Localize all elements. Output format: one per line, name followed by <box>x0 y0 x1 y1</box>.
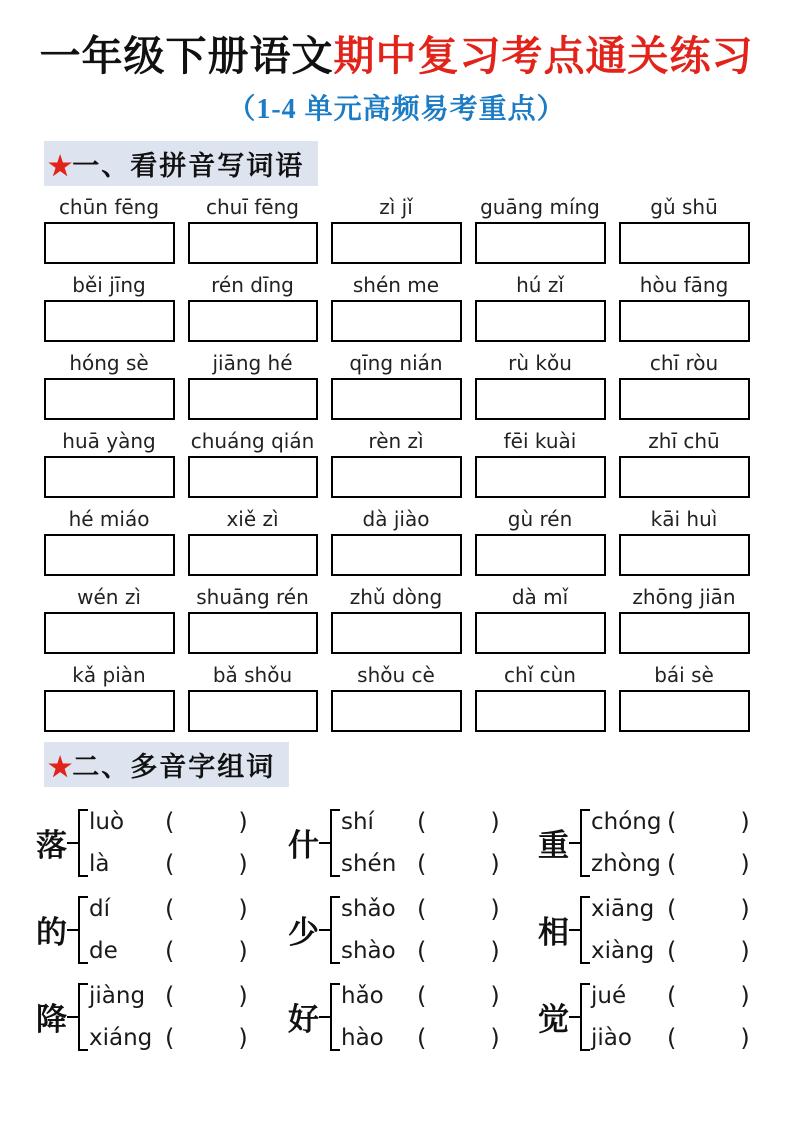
polyphone-char: 好 <box>288 1002 319 1038</box>
answer-box[interactable] <box>619 378 750 420</box>
answer-box[interactable] <box>44 456 175 498</box>
paren-close: ) <box>238 936 248 965</box>
pinyin-label: rèn zì <box>368 429 424 454</box>
answer-box[interactable] <box>475 612 606 654</box>
pinyin-label: zhī chū <box>648 429 720 454</box>
reading-pinyin: xiáng <box>89 1024 153 1051</box>
polyphone-char: 的 <box>36 915 67 951</box>
pinyin-cell <box>475 195 606 264</box>
paren-close: ) <box>740 807 750 836</box>
answer-box[interactable] <box>331 456 462 498</box>
pinyin-cell <box>475 273 606 342</box>
paren-open: ( <box>667 894 677 923</box>
pinyin-cell <box>188 273 318 342</box>
paren-open: ( <box>165 981 175 1010</box>
paren-open: ( <box>165 849 175 878</box>
answer-box[interactable] <box>188 378 318 420</box>
pinyin-label: dà mǐ <box>511 585 569 610</box>
connector-line <box>569 842 580 844</box>
paren-close: ) <box>740 936 750 965</box>
bracket-icon <box>580 983 588 1051</box>
pinyin-label: huā yàng <box>62 429 156 454</box>
polyphone-char: 相 <box>538 915 569 951</box>
bracket-icon <box>78 809 86 877</box>
reading-pinyin: luò <box>89 808 125 835</box>
answer-blank[interactable] <box>426 937 490 965</box>
answer-blank[interactable] <box>426 850 490 878</box>
paren-open: ( <box>667 981 677 1010</box>
connector-line <box>67 1016 78 1018</box>
answer-blank[interactable] <box>174 1024 238 1052</box>
answer-blank[interactable] <box>174 895 238 923</box>
pinyin-label: qīng nián <box>349 351 443 376</box>
answer-box[interactable] <box>331 534 462 576</box>
reading-pinyin: là <box>89 850 110 877</box>
page-subtitle: （1-4 单元高频易考重点） <box>227 94 566 126</box>
pinyin-label: hòu fāng <box>639 273 729 298</box>
pinyin-cell <box>188 585 318 654</box>
reading-pinyin: dí <box>89 895 110 922</box>
pinyin-cell <box>331 663 462 732</box>
answer-blank[interactable] <box>426 982 490 1010</box>
polyphone-item-jiang <box>36 973 288 1060</box>
polyphone-char: 落 <box>36 828 67 864</box>
answer-box[interactable] <box>188 222 318 264</box>
grid-row-3 <box>44 351 750 420</box>
answer-box[interactable] <box>475 456 606 498</box>
pinyin-cell <box>475 507 606 576</box>
paren-close: ) <box>490 981 500 1010</box>
paren-open: ( <box>417 981 427 1010</box>
pinyin-cell <box>44 429 175 498</box>
star-icon: ★ <box>48 752 73 783</box>
page-title <box>0 30 793 83</box>
answer-box[interactable] <box>331 300 462 342</box>
reading-pinyin: hào <box>341 1024 384 1051</box>
pinyin-label: rén dīng <box>211 273 294 298</box>
connector-line <box>569 1016 580 1018</box>
pinyin-label: hú zǐ <box>516 273 564 298</box>
title-red: 期中复习考点通关练习 <box>333 33 754 79</box>
bracket-icon <box>330 896 338 964</box>
grid-row-7 <box>44 663 750 732</box>
answer-box[interactable] <box>188 456 318 498</box>
paren-open: ( <box>165 936 175 965</box>
pinyin-cell <box>475 585 606 654</box>
pinyin-cell <box>619 663 750 732</box>
paren-close: ) <box>740 894 750 923</box>
section-one-header <box>44 141 318 186</box>
pinyin-cell <box>188 663 318 732</box>
paren-close: ) <box>490 1023 500 1052</box>
answer-box[interactable] <box>188 612 318 654</box>
pinyin-cell <box>619 585 750 654</box>
pinyin-label: wén zì <box>77 585 141 610</box>
paren-open: ( <box>165 1023 175 1052</box>
answer-blank[interactable] <box>426 1024 490 1052</box>
connector-line <box>319 1016 330 1018</box>
title-black: 一年级下册语文 <box>39 33 334 79</box>
pinyin-cell <box>619 273 750 342</box>
grid-row-5 <box>44 507 750 576</box>
paren-close: ) <box>740 1023 750 1052</box>
paren-close: ) <box>740 849 750 878</box>
paren-close: ) <box>490 936 500 965</box>
answer-blank[interactable] <box>676 1024 740 1052</box>
pinyin-label: kǎ piàn <box>72 663 146 688</box>
paren-close: ) <box>238 849 248 878</box>
paren-open: ( <box>667 936 677 965</box>
pinyin-label: gù rén <box>507 507 573 532</box>
bracket-icon <box>330 809 338 877</box>
pinyin-label: shuāng rén <box>196 585 309 610</box>
pinyin-label: bǎ shǒu <box>212 663 293 688</box>
bracket-icon <box>580 896 588 964</box>
answer-box[interactable] <box>619 456 750 498</box>
pinyin-cell <box>331 507 462 576</box>
pinyin-cell <box>475 663 606 732</box>
paren-close: ) <box>740 981 750 1010</box>
pinyin-label: jiāng hé <box>212 351 293 376</box>
connector-line <box>569 929 580 931</box>
polyphone-char: 觉 <box>538 1002 569 1038</box>
section-two-label: 二、多音字组词 <box>72 752 276 783</box>
answer-box[interactable] <box>619 690 750 732</box>
pinyin-cell <box>619 507 750 576</box>
answer-box[interactable] <box>44 222 175 264</box>
polyphone-item-hao <box>288 973 538 1060</box>
paren-close: ) <box>238 807 248 836</box>
pinyin-label: chūn fēng <box>58 195 160 220</box>
pinyin-label: guāng míng <box>480 195 600 220</box>
pinyin-label: chuī fēng <box>206 195 299 220</box>
reading-pinyin: jiàng <box>89 982 146 1009</box>
answer-box[interactable] <box>331 378 462 420</box>
polyphone-item-shao <box>288 886 538 973</box>
answer-box[interactable] <box>475 300 606 342</box>
answer-box[interactable] <box>475 378 606 420</box>
answer-blank[interactable] <box>676 982 740 1010</box>
answer-blank[interactable] <box>426 808 490 836</box>
pinyin-label: xiě zì <box>226 507 279 532</box>
polyphone-item-jue <box>538 973 775 1060</box>
answer-box[interactable] <box>475 534 606 576</box>
paren-open: ( <box>417 936 427 965</box>
paren-open: ( <box>417 807 427 836</box>
answer-blank[interactable] <box>174 937 238 965</box>
pinyin-label: shén me <box>352 273 440 298</box>
pinyin-cell <box>44 585 175 654</box>
pinyin-label: běi jīng <box>72 273 146 298</box>
pinyin-cell <box>44 195 175 264</box>
bracket-icon <box>78 983 86 1051</box>
grid-row-6 <box>44 585 750 654</box>
reading-pinyin: xiāng <box>591 895 655 922</box>
pinyin-cell <box>619 429 750 498</box>
connector-line <box>319 842 330 844</box>
pinyin-label: fēi kuài <box>503 429 577 454</box>
polyphone-item-luo <box>36 799 288 886</box>
reading-pinyin: shí <box>341 808 374 835</box>
paren-close: ) <box>238 894 248 923</box>
paren-open: ( <box>417 894 427 923</box>
pinyin-cell <box>188 429 318 498</box>
pinyin-label: zhōng jiān <box>632 585 736 610</box>
pinyin-cell <box>44 351 175 420</box>
answer-blank[interactable] <box>676 850 740 878</box>
pinyin-label: kāi huì <box>650 507 718 532</box>
answer-box[interactable] <box>44 378 175 420</box>
pinyin-label: hé miáo <box>68 507 150 532</box>
pinyin-label: shǒu cè <box>357 663 435 688</box>
paren-open: ( <box>667 849 677 878</box>
polyphone-section <box>36 799 775 1060</box>
pinyin-label: dà jiào <box>362 507 430 532</box>
section-two-header <box>44 742 289 787</box>
bracket-icon <box>330 983 338 1051</box>
answer-blank[interactable] <box>174 850 238 878</box>
answer-box[interactable] <box>619 222 750 264</box>
paren-open: ( <box>165 807 175 836</box>
paren-close: ) <box>238 1023 248 1052</box>
polyphone-item-shen <box>288 799 538 886</box>
bracket-icon <box>580 809 588 877</box>
answer-blank[interactable] <box>676 895 740 923</box>
pinyin-label: chī ròu <box>649 351 719 376</box>
connector-line <box>319 929 330 931</box>
answer-box[interactable] <box>619 300 750 342</box>
pinyin-cell <box>475 351 606 420</box>
answer-box[interactable] <box>475 690 606 732</box>
reading-pinyin: hǎo <box>341 982 384 1009</box>
pinyin-cell <box>331 273 462 342</box>
bracket-icon <box>78 896 86 964</box>
pinyin-label: zhǔ dòng <box>349 585 443 610</box>
pinyin-cell <box>188 507 318 576</box>
paren-open: ( <box>667 1023 677 1052</box>
pinyin-label: chuáng qián <box>190 429 315 454</box>
polyphone-item-zhong <box>538 799 775 886</box>
connector-line <box>67 929 78 931</box>
pinyin-cell <box>188 195 318 264</box>
pinyin-label: bái sè <box>654 663 714 688</box>
answer-box[interactable] <box>331 612 462 654</box>
grid-row-1 <box>44 195 750 264</box>
polyphone-char: 重 <box>538 828 569 864</box>
paren-close: ) <box>238 981 248 1010</box>
polyphone-char: 少 <box>288 915 319 951</box>
reading-pinyin: chóng <box>591 808 662 835</box>
answer-box[interactable] <box>44 300 175 342</box>
polyphone-item-de <box>36 886 288 973</box>
polyphone-char: 什 <box>288 828 319 864</box>
pinyin-cell <box>331 429 462 498</box>
grid-row-4 <box>44 429 750 498</box>
reading-pinyin: de <box>89 937 118 964</box>
pinyin-cell <box>619 351 750 420</box>
pinyin-cell <box>619 195 750 264</box>
pinyin-cell <box>475 429 606 498</box>
answer-blank[interactable] <box>174 982 238 1010</box>
paren-open: ( <box>667 807 677 836</box>
reading-pinyin: zhòng <box>591 850 661 877</box>
star-icon: ★ <box>48 151 73 182</box>
answer-box[interactable] <box>619 612 750 654</box>
pinyin-label: hóng sè <box>69 351 149 376</box>
pinyin-label: rù kǒu <box>508 351 572 376</box>
reading-pinyin: jiào <box>591 1024 632 1051</box>
answer-box[interactable] <box>44 534 175 576</box>
reading-pinyin: shào <box>341 937 396 964</box>
pinyin-grid <box>44 195 750 732</box>
answer-blank[interactable] <box>174 808 238 836</box>
reading-pinyin: jué <box>591 982 627 1009</box>
answer-box[interactable] <box>188 300 318 342</box>
paren-open: ( <box>165 894 175 923</box>
pinyin-cell <box>331 351 462 420</box>
pinyin-cell <box>331 585 462 654</box>
answer-box[interactable] <box>475 222 606 264</box>
reading-pinyin: shén <box>341 850 397 877</box>
answer-blank[interactable] <box>676 808 740 836</box>
pinyin-cell <box>188 351 318 420</box>
answer-box[interactable] <box>188 534 318 576</box>
answer-box[interactable] <box>44 612 175 654</box>
answer-blank[interactable] <box>426 895 490 923</box>
answer-box[interactable] <box>331 690 462 732</box>
polyphone-item-xiang <box>538 886 775 973</box>
pinyin-label: gǔ shū <box>650 195 718 220</box>
connector-line <box>67 842 78 844</box>
answer-box[interactable] <box>331 222 462 264</box>
pinyin-cell <box>331 195 462 264</box>
paren-close: ) <box>490 849 500 878</box>
paren-close: ) <box>490 807 500 836</box>
answer-box[interactable] <box>44 690 175 732</box>
section-one-label: 一、看拼音写词语 <box>72 151 305 182</box>
pinyin-cell <box>44 507 175 576</box>
polyphone-char: 降 <box>36 1002 67 1038</box>
pinyin-label: zì jǐ <box>379 195 413 220</box>
paren-open: ( <box>417 849 427 878</box>
pinyin-cell <box>44 663 175 732</box>
pinyin-label: chǐ cùn <box>504 663 576 688</box>
paren-open: ( <box>417 1023 427 1052</box>
reading-pinyin: xiàng <box>591 937 655 964</box>
answer-box[interactable] <box>619 534 750 576</box>
answer-box[interactable] <box>188 690 318 732</box>
grid-row-2 <box>44 273 750 342</box>
answer-blank[interactable] <box>676 937 740 965</box>
pinyin-cell <box>44 273 175 342</box>
paren-close: ) <box>490 894 500 923</box>
reading-pinyin: shǎo <box>341 895 396 922</box>
